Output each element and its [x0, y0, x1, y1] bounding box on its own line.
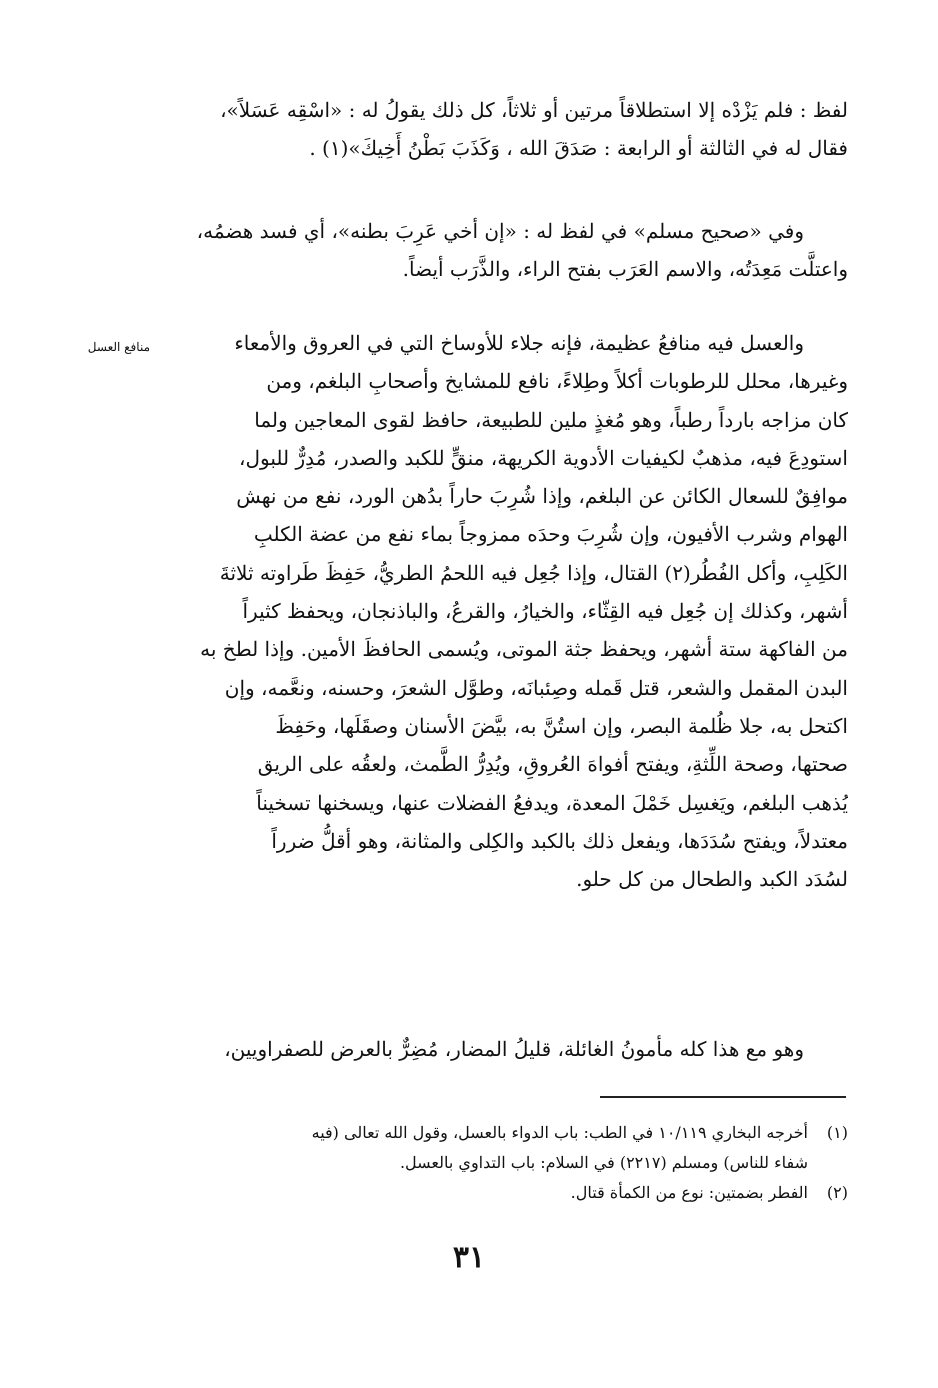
footnote-1 — [80, 1118, 848, 1148]
paragraph-2 — [136, 212, 848, 289]
footnote-number: (١) — [826, 1123, 848, 1142]
text-line: وفي «صحيح مسلم» في لفظ له : «إن أخي عَرِبَ بطنه»، أي فسد هضمُه، — [196, 219, 804, 243]
footnote-2 — [80, 1178, 848, 1208]
text-line: لسُدَد الكبد والطحال من كل حلو. — [576, 867, 848, 892]
text-line: موافِقٌ للسعال الكائن عن البلغم، وإذا شُرِبَ حاراً بدُهن الورد، نفع من نهش — [236, 484, 848, 509]
text-line: واعتلَّت مَعِدَتُه، والاسم العَرَب بفتح الراء، والذَّرَب أيضاً. — [402, 257, 848, 282]
text-line: لفظ : فلم يَزْدْه إلا استطلاقاً مرتين أو ثلاثاً، كل ذلك يقولُ له : «اسْقِه عَسَلاً»، — [220, 98, 848, 122]
footnote-text: شفاء للناس) ومسلم (٢٢١٧) في السلام: باب التداوي بالعسل. — [399, 1153, 808, 1172]
text-line: من الفاكهة ستة أشهر، ويحفظ جثة الموتى، ويُسمى الحافظَ الأمين. وإذا لطخ به — [200, 637, 848, 662]
text-line: الكَلِبِ، وأكل الفُطُر(٢) القتال، وإذا جُعِل فيه اللحمُ الطريُّ، حَفِظَ طَراوته ثلاثةَ — [219, 560, 848, 585]
page-number: ٣١ — [452, 1240, 486, 1275]
paragraph-3 — [136, 324, 848, 898]
paragraph-4 — [136, 1030, 848, 1068]
text-line: فقال له في الثالثة أو الرابعة : صَدَقَ الله ، وَكَذَبَ بَطْنُ أَخِيكَ»(١) . — [309, 136, 848, 161]
text-line: أشهر، وكذلك إن جُعِل فيه القِثّاء، والخيارُ، والقرعُ، والباذنجان، ويحفظ كثيراً — [242, 599, 848, 624]
footnote-number: (٢) — [826, 1183, 848, 1202]
text-line: معتدلاً، ويفتح سُدَدَها، ويفعل ذلك بالكبد والكِلى والمثانة، وهو أقلُّ ضرراً — [271, 828, 848, 853]
text-line: وهو مع هذا كله مأمونُ الغائلة، قليلُ المضار، مُضِرٌّ بالعرض للصفراويين، — [224, 1037, 804, 1061]
text-line: الهوام وشرب الأفيون، وإن شُرِبَ وحدَه ممزوجاً بماء نفع من عضة الكلبِ — [253, 522, 848, 547]
text-line: والعسل فيه منافعُ عظيمة، فإنه جلاء للأوساخ التي في العروق والأمعاء — [234, 331, 804, 355]
footnote-text: أخرجه البخاري ١٠/١١٩ في الطب: باب الدواء بالعسل، وقول الله تعالى (فيه — [311, 1123, 808, 1142]
text-line: كان مزاجه بارداً رطباً، وهو مُغذٍ ملين للطبيعة، حافظ لقوى المعاجين ولما — [254, 407, 848, 432]
footnote-text: الفطر بضمتين: نوع من الكمأة قتال. — [570, 1183, 808, 1202]
text-line: يُذهب البلغم، ويَغسِل خَمْلَ المعدة، ويدفعُ الفضلات عنها، ويسخنها تسخيناً — [256, 790, 848, 815]
footnotes — [80, 1118, 848, 1208]
footnote-separator — [600, 1096, 846, 1098]
text-line: وغيرها، محلل للرطوبات أكلاً وطِلاءً، نافع للمشايخ وأصحابِ البلغم، ومن — [266, 369, 848, 394]
text-line: البدن المقمل والشعر، قتل قَمله وصِئبانَه، وطوَّل الشعرَ، وحسنه، ونعَّمه، وإن — [224, 675, 848, 700]
paragraph-1 — [136, 91, 848, 168]
text-line: اكتحل به، جلا ظُلمة البصر، وإن استُنَّ به، بيَّضَ الأسنان وصقَلَها، وحَفِظَ — [275, 713, 848, 738]
text-line: صحتها، وصحة اللِّثةِ، ويفتح أفواهَ العُروقِ، ويُدِرُّ الطَّمث، ولعقُه على الريق — [257, 752, 848, 777]
margin-note: منافع العسل — [87, 340, 150, 354]
text-line: استودِعَ فيه، مذهبٌ لكيفيات الأدوية الكريهة، منقٍّ للكبد والصدر، مُدِرٌّ للبول، — [239, 445, 848, 470]
